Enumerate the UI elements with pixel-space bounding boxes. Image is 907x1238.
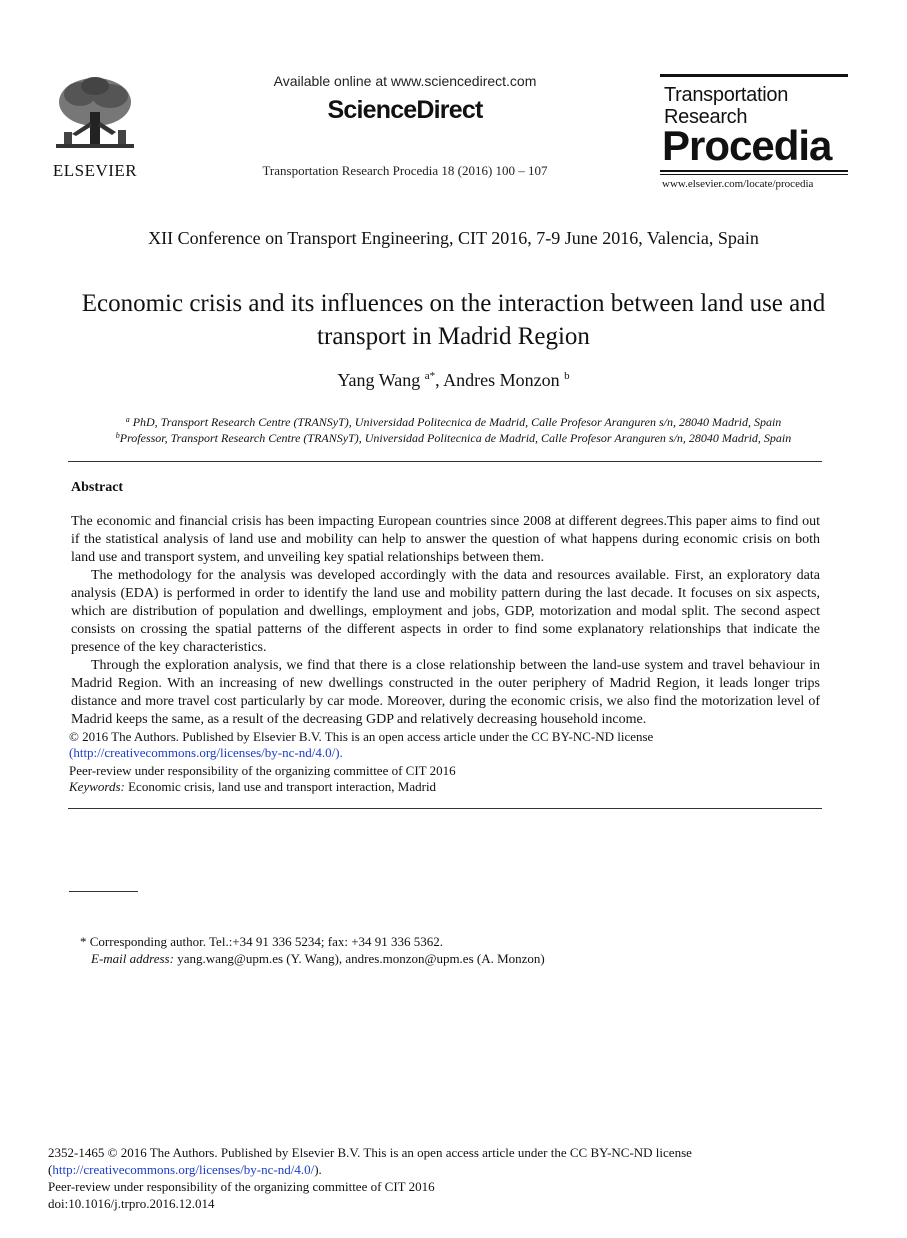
email-addresses[interactable]: yang.wang@upm.es (Y. Wang), andres.monzon@upm.es (A. Monzon) bbox=[173, 951, 545, 966]
affiliation-mark: b bbox=[115, 431, 120, 440]
footnote-rule bbox=[69, 891, 138, 892]
affiliation-b bbox=[40, 431, 867, 446]
footer-paren-close: ). bbox=[314, 1162, 322, 1177]
journal-logo-procedia: Procedia bbox=[662, 122, 832, 169]
keywords-label: Keywords: bbox=[69, 779, 125, 794]
keywords-text: Economic crisis, land use and transport interaction, Madrid bbox=[124, 779, 437, 794]
divider-top bbox=[68, 461, 822, 462]
footer-doi[interactable]: doi:10.1016/j.trpro.2016.12.014 bbox=[48, 1196, 215, 1211]
footer-license-line bbox=[48, 1161, 848, 1178]
abstract-paragraph: The economic and financial crisis has been impacting European countries since 2008 at different degrees.This paper aims to find out if the statistical analysis of land use and mobility can help to answer the question of what happens during economic crisis on both land use and transport system, and unveiling key spatial relationships between them. bbox=[71, 514, 820, 565]
elsevier-tree-icon bbox=[50, 72, 140, 154]
footer-issn-line: 2352-1465 © 2016 The Authors. Published by Elsevier B.V. This is an open access article under the CC BY-NC-ND license bbox=[48, 1145, 692, 1160]
author-name: Andres Monzon bbox=[443, 370, 560, 390]
affiliation-text: PhD, Transport Research Centre (TRANSyT), Universidad Politecnica de Madrid, Calle Profesor Aranguren s/n, 28040 Madrid, Spain bbox=[129, 415, 782, 429]
author-list bbox=[60, 370, 847, 391]
affiliation-text: Professor, Transport Research Centre (TRANSyT), Universidad Politecnica de Madrid, Calle Profesor Aranguren s/n, 28040 Madrid, Spain bbox=[119, 431, 792, 445]
paper-title: Economic crisis and its influences on the interaction between land use and transport in Madrid Region bbox=[81, 290, 826, 350]
journal-logo-line1: Transportation bbox=[664, 84, 789, 106]
abstract-paragraph: Through the exploration analysis, we find that there is a close relationship between the land-use system and travel behaviour in Madrid Region. With an increasing of new dwellings constructed in the outer periphery of Madrid Region, it leads longer trips distance and more travel cost particularly by car mode. Moreover, during the economic crisis, we also find the motorization level of Madrid keeps the same, as a result of the decreasing GDP and relatively decreasing household income. bbox=[71, 658, 820, 727]
elsevier-logo bbox=[45, 72, 145, 180]
journal-logo-top-rule bbox=[660, 74, 848, 77]
author-separator: , bbox=[435, 370, 444, 390]
journal-logo-url[interactable]: www.elsevier.com/locate/procedia bbox=[662, 178, 814, 190]
elsevier-wordmark: ELSEVIER bbox=[52, 161, 138, 180]
copyright-text: © 2016 The Authors. Published by Elsevier B.V. This is an open access article under the CC BY-NC-ND license bbox=[69, 729, 654, 744]
affiliation-a bbox=[40, 415, 867, 430]
footer-peer-review: Peer-review under responsibility of the organizing committee of CIT 2016 bbox=[48, 1179, 435, 1194]
conference-line: XII Conference on Transport Engineering, CIT 2016, 7-9 June 2016, Valencia, Spain bbox=[148, 228, 759, 248]
author-name: Yang Wang bbox=[337, 370, 421, 390]
page-footer bbox=[48, 1144, 848, 1212]
divider-bottom bbox=[68, 808, 822, 809]
peer-review-note: Peer-review under responsibility of the organizing committee of CIT 2016 bbox=[69, 763, 456, 778]
sciencedirect-logo: ScienceDirect bbox=[327, 96, 483, 124]
abstract-heading: Abstract bbox=[71, 480, 124, 495]
abstract-paragraph: The methodology for the analysis was developed accordingly with the data and resources available. First, an exploratory data analysis (EDA) is performed in order to identify the land use and mobility pattern during the last decade. It focuses on six aspects, which are distribution of population and dwellings, employment and jobs, GDP, motorization and modal split. The second aspect consists on crossing the spatial patterns of the different aspects in order to find some explanatory relationships that indicate the presence of the key characteristics. bbox=[71, 568, 820, 655]
author-affiliation-mark: a* bbox=[424, 370, 436, 382]
journal-reference: Transportation Research Procedia 18 (2016) 100 – 107 bbox=[262, 163, 548, 178]
license-link[interactable]: (http://creativecommons.org/licenses/by-nc-nd/4.0/). bbox=[69, 745, 343, 760]
journal-logo bbox=[660, 74, 848, 194]
copyright-notice bbox=[69, 729, 829, 761]
abstract-body bbox=[71, 513, 820, 729]
available-online-link[interactable]: Available online at www.sciencedirect.com bbox=[273, 73, 537, 89]
journal-logo-bars bbox=[660, 170, 848, 177]
affiliation-mark: a bbox=[125, 415, 130, 424]
footer-paren-open: ( bbox=[48, 1162, 53, 1177]
email-label: E-mail address: bbox=[91, 951, 174, 966]
author-affiliation-mark: b bbox=[564, 370, 570, 382]
corresponding-author-note: * Corresponding author. Tel.:+34 91 336 5234; fax: +34 91 336 5362. bbox=[80, 934, 444, 949]
footer-license-link[interactable]: http://creativecommons.org/licenses/by-nc-nd/4.0/ bbox=[52, 1162, 315, 1177]
keywords bbox=[69, 779, 829, 795]
journal-logo-line2: Research bbox=[664, 106, 748, 128]
email-note bbox=[91, 951, 545, 967]
